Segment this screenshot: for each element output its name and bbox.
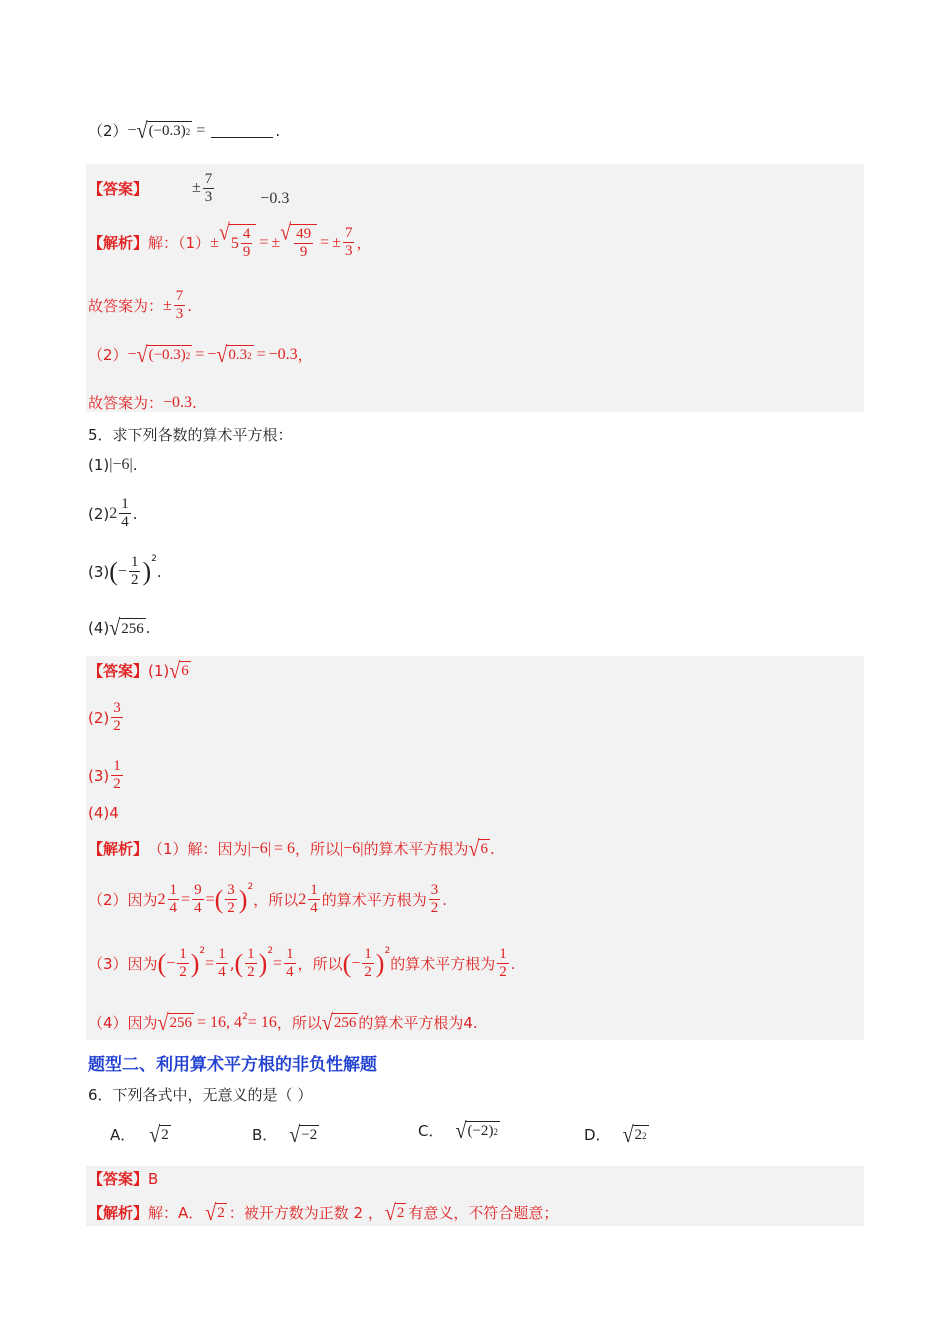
q5-part4: (4) √ 256 . <box>88 615 151 641</box>
box1-answer-2: −0.3 <box>260 190 290 207</box>
box1-conclusion-2: 故答案为： −0.3 . <box>88 393 197 412</box>
box2-analysis-4: （4）因为 √ 256 = 16, 4 $^2$ = 16 ，所以 √ 256 的算术平方根为4. <box>88 1009 478 1036</box>
box1-answer-tag: 【答案】 <box>88 179 149 198</box>
box1-sqrt-49-9: √ $\frac{49}{9}$ <box>280 224 317 261</box>
box1-answer-line: 【答案】 ± $\frac{7}{3}$ −0.3 <box>88 170 290 207</box>
box1-conclusion-1: 故答案为： ± $\frac{7}{3}$ . <box>88 288 193 322</box>
box1-analysis-line: 【解析】 解：（1） ± √ 5 $\frac{4}{9}$ = ± √ $\frac{49}{9}$ = ± $\frac{7}{3}$ ， <box>88 220 372 260</box>
box1-sqrt-5-4-9: √ 5 $\frac{4}{9}$ <box>219 224 256 261</box>
q4-part2-line: （2） − √ ( −0.3 ) 2 = . <box>88 117 281 144</box>
q4-part2-sqrt: √ ( −0.3 ) 2 <box>136 117 191 144</box>
q4-part2-label: （2） <box>88 122 128 140</box>
q5-title: 5．求下列各数的算术平方根： <box>88 426 293 444</box>
box1-frac-7-3: $\frac{7}{3}$ <box>344 225 353 259</box>
q4-answer-blank[interactable] <box>211 123 273 138</box>
box3-analysis: 【解析】 解：A． √ 2 ：被开方数为正数 2 ， √ 2 有意义，不符合题意； <box>88 1199 559 1226</box>
q6-option-c[interactable]: C． √ ( −2 ) 2 <box>418 1117 498 1144</box>
q6-option-a[interactable]: A． √ 2 <box>110 1121 169 1148</box>
box1-part2-line: （2） − √ ( −0.3 ) 2 = − √ 0.3 2 = −0.3 ， <box>88 341 313 368</box>
q5-part1: (1) |−6| . <box>88 456 138 474</box>
box2-analysis-2: （2）因为 2 $\frac{1}{4}$ = $\frac{9}{4}$ = ( $\frac{3}{2}$ ) $^2$ ，所以 2 $\frac{1}{4}$ 的算术平方根为 $\frac{3}{2}$ . <box>88 882 447 916</box>
box2-answer-3: (3) $\frac{1}{2}$ <box>88 758 121 792</box>
box3-answer: 【答案】 B <box>88 1169 159 1188</box>
box2-analysis-1: 【解析】 （1）解：因为 |−6| = 6 ，所以 |−6| 的算术平方根为 √ 6 . <box>88 835 495 862</box>
q6-option-d[interactable]: D． √ 2 2 <box>584 1121 647 1148</box>
q6-title: 6．下列各式中，无意义的是（ ） <box>88 1086 313 1104</box>
q4-part2-minus: − <box>127 121 137 139</box>
box2-answer-1: 【答案】 (1) √ 6 <box>88 657 189 684</box>
section2-title: 题型二、利用算术平方根的非负性解题 <box>88 1055 377 1075</box>
box1-answer-frac: $\frac{7}{3}$ <box>204 170 213 205</box>
q5-part2: (2) 2 $\frac{1}{4}$ . <box>88 496 138 530</box>
box2-answer-4: (4)4 <box>88 804 119 822</box>
box2-analysis-3: （3）因为 ( − $\frac{1}{2}$ ) $^2$ = $\frac{1}{4}$ , ( $\frac{1}{2}$ ) $^2$ = $\frac{1}{4}$ ，所以 ( − $\frac{1}{2}$ ) $^2$ 的算术平方根为 $\frac{1}{2}$ . <box>88 946 516 980</box>
q5-part3: (3) ( − $\frac{1}{2}$ ) $^2$ . <box>88 554 162 588</box>
q6-option-b[interactable]: B． √ −2 <box>252 1121 318 1148</box>
box2-answer-2: (2) $\frac{3}{2}$ <box>88 700 121 734</box>
